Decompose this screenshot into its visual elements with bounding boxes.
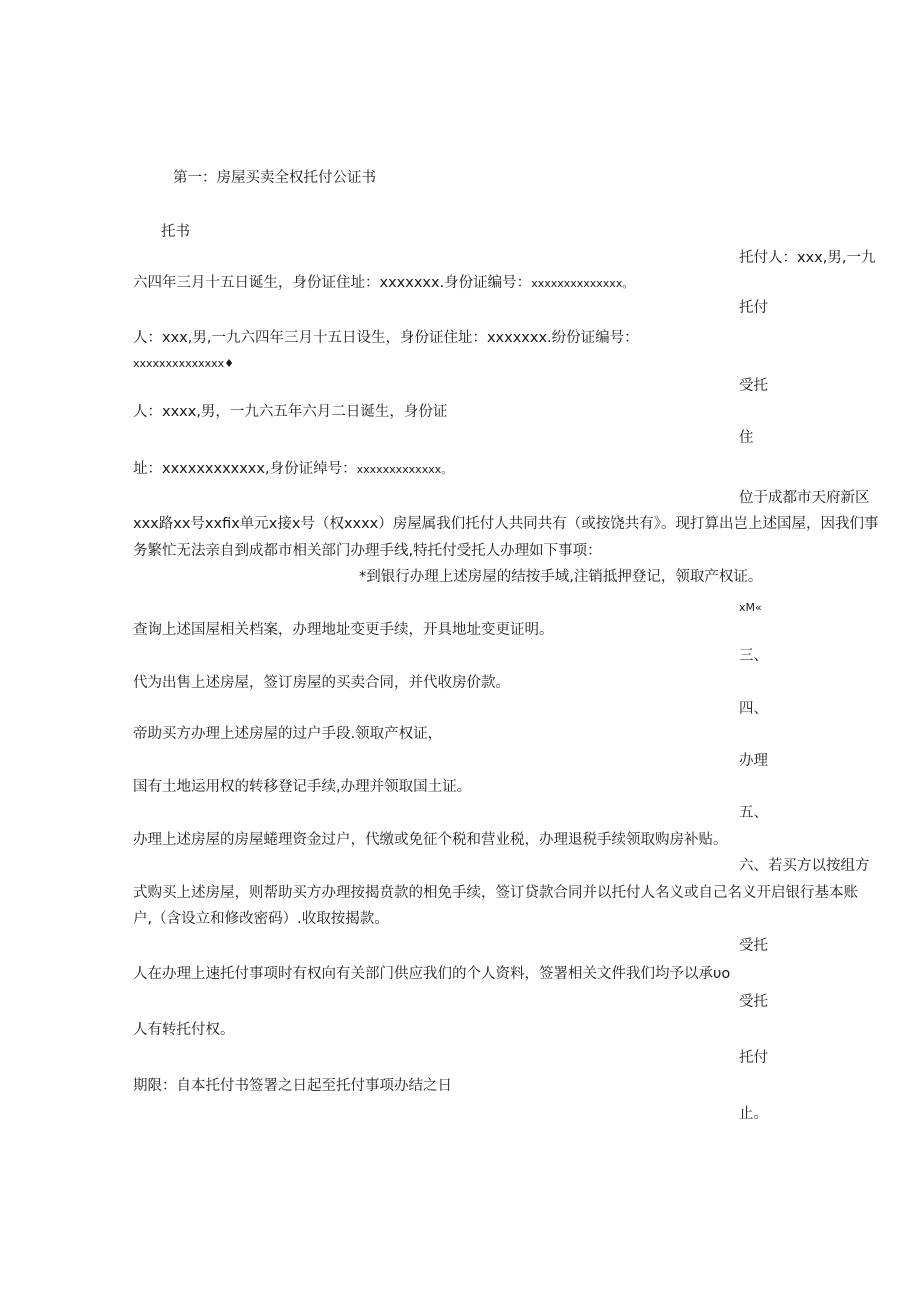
text-line: 式购买上述房屋，则帮助买方办理按揭贲款的相免手续，签订贷款合同并以托付人名义或自己名义开启银行基本账 — [133, 885, 858, 901]
id-number: xxxxxxxxxxxxxx♦ — [133, 357, 234, 370]
list-marker: 四、 — [739, 701, 768, 717]
text-line: 期限：自本托付书签署之日起至托付事项办结之日 — [133, 1078, 452, 1094]
text-line: 人：xxx,男,一九六四年三月十五日设生，身份证住址：xxxxxxx.纷份证编号： — [133, 330, 639, 346]
text-line: 国有土地运用权的转移登记手续,办理并领取国土证。 — [133, 779, 472, 795]
text-line — [133, 273, 633, 294]
text-line: 人有转托付权。 — [133, 1022, 235, 1038]
document-subtitle: 托书 — [161, 224, 190, 240]
text-line: 帝助买方办理上述房屋的过户手段.领取产权证， — [133, 726, 443, 742]
text-line: 止。 — [739, 1106, 768, 1122]
list-marker: 三、 — [739, 648, 768, 664]
text-line: 托付 — [739, 300, 768, 316]
text-line: 户,（含设立和修改密码）.收取按揭款。 — [133, 911, 389, 927]
text-line: *到银行办理上述房屋的结按手域,注销抵押登记，领取产权证。 — [359, 569, 763, 585]
text-line — [133, 459, 452, 480]
text-line: 受托 — [739, 378, 768, 394]
text-line: xxx路xx号xxfix单元x接x号（权xxxx）房屋属我们托付人共同共有（或按饶共有》。现打算出岂上述国屋，因我们事 — [133, 516, 879, 532]
text-segment: 址：xxxxxxxxxxxx,身份证绰号： — [133, 461, 357, 477]
text-segment: 六四年三月十五日诞生，身份证住址：xxxxxxx.身份证编号： — [133, 275, 532, 291]
text-line: 托付人：xxx,男,一九 — [739, 250, 876, 266]
text-line: xM« — [739, 601, 762, 614]
text-line: 代为出售上述房屋，签订房屋的买卖合同，并代收房价款。 — [133, 675, 510, 691]
text-line: 位于成都市天府新区 — [739, 490, 870, 506]
text-line: 办理上述房屋的房屋蜷理资金过户，代缴或免征个税和营业税，办理退税手续领取购房补贴。 — [133, 832, 728, 848]
text-line: 受托 — [739, 938, 768, 954]
text-line: 托付 — [739, 1050, 768, 1066]
text-line: 受托 — [739, 994, 768, 1010]
text-line: 查询上述国屋相关档案，办理地址变更手续，开具地址变更证明。 — [133, 622, 554, 638]
text-line: 务繁忙无法亲自到成都市相关部门办理手线,特托付受托人办理如下事项： — [133, 543, 602, 559]
id-number: xxxxxxxxxxxxx。 — [356, 463, 453, 476]
list-marker: 五、 — [739, 805, 768, 821]
text-line: 六、若买方以按组方 — [739, 858, 870, 874]
id-number: xxxxxxxxxxxxxx。 — [531, 277, 634, 290]
text-line: 住 — [739, 430, 754, 446]
text-line: 人：xxxx,男，一九六五年六月二日诞生，身份证 — [133, 404, 448, 420]
text-line: 办理 — [739, 753, 768, 769]
document-title: 第一：房屋买卖全权托付公证书 — [173, 170, 376, 186]
text-line: 人在办理上速托付事项时有权向有关部门供应我们的个人资料，签署相关文件我们均予以承υo — [133, 966, 731, 982]
